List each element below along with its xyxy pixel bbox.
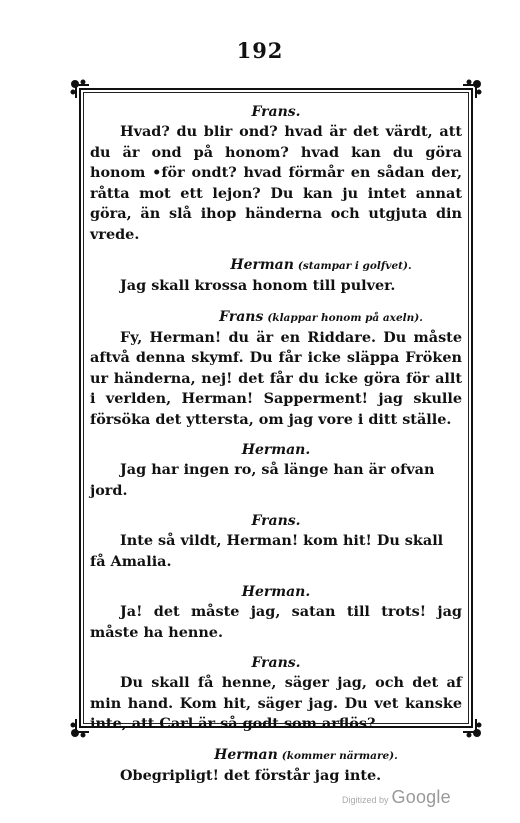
dialogue-block xyxy=(90,653,462,735)
digitized-by-label: Digitized by xyxy=(342,795,389,805)
dialogue-block xyxy=(90,307,462,431)
speaker-name: Herman (kommer närmare). xyxy=(214,746,398,763)
ornament-bottom-right-icon xyxy=(459,715,485,741)
dialogue-block xyxy=(90,511,462,572)
speech-text: Du skall få henne, säger jag, och det af min hand. Kom hit, säger jag. Du vet kanske inte, att Carl är så godt som arflös? xyxy=(90,674,462,732)
speech-text: Ja! det måste jag, satan till trots! jag måste ha henne. xyxy=(90,603,462,641)
speaker-name: Frans. xyxy=(251,513,301,529)
dialogue-block xyxy=(90,582,462,643)
speaker-name: Herman (stampar i golfvet). xyxy=(230,257,412,273)
play-text xyxy=(90,102,462,786)
speech-text: Fy, Herman! du är en Riddare. Du måste aftvå denna skymf. Du får icke släppa Fröken ur händerna, nej! det får du icke göra för allt i verlden, Herman! Sapperment! jag skulle försöka det yttersta, om jag vore i ditt ställe. xyxy=(90,328,462,428)
stage-direction: (kommer närmare). xyxy=(281,749,398,762)
dialogue-block xyxy=(90,440,462,501)
ornament-top-right-icon xyxy=(459,76,485,102)
dialogue-block xyxy=(90,255,462,297)
speech-text: Inte så vildt, Herman! kom hit! Du skall få Amalia. xyxy=(90,532,444,570)
speaker-name: Herman. xyxy=(241,442,311,458)
stage-direction: (stampar i golfvet). xyxy=(297,260,412,272)
google-logo: Google xyxy=(391,787,451,807)
speaker-name: Frans (klappar honom på axeln). xyxy=(219,308,423,325)
speech-text: Jag har ingen ro, så länge han är ofvan jord. xyxy=(90,461,435,499)
page-number: 192 xyxy=(236,38,284,63)
stage-direction: (klappar honom på axeln). xyxy=(267,311,423,324)
speech-text: Obegripligt! det förstår jag inte. xyxy=(120,766,382,784)
speaker-name: Frans. xyxy=(251,104,301,120)
dialogue-block xyxy=(90,745,462,787)
speech-text: Hvad? du blir ond? hvad är det värdt, att du är ond på honom? hvad kan du göra honom •för ondt? hvad förmår en sådan der, råtta mot ett lejon? Du kan ju intet annat göra, än slå ihop händerna och utgjuta din vrede. xyxy=(90,123,462,243)
speech-text: Jag skall krossa honom till pulver. xyxy=(120,277,396,294)
speaker-name: Herman. xyxy=(241,584,311,600)
digitized-watermark xyxy=(342,787,451,808)
dialogue-block xyxy=(90,102,462,245)
ornament-top-left-icon xyxy=(67,76,93,102)
speaker-name: Frans. xyxy=(251,655,301,671)
